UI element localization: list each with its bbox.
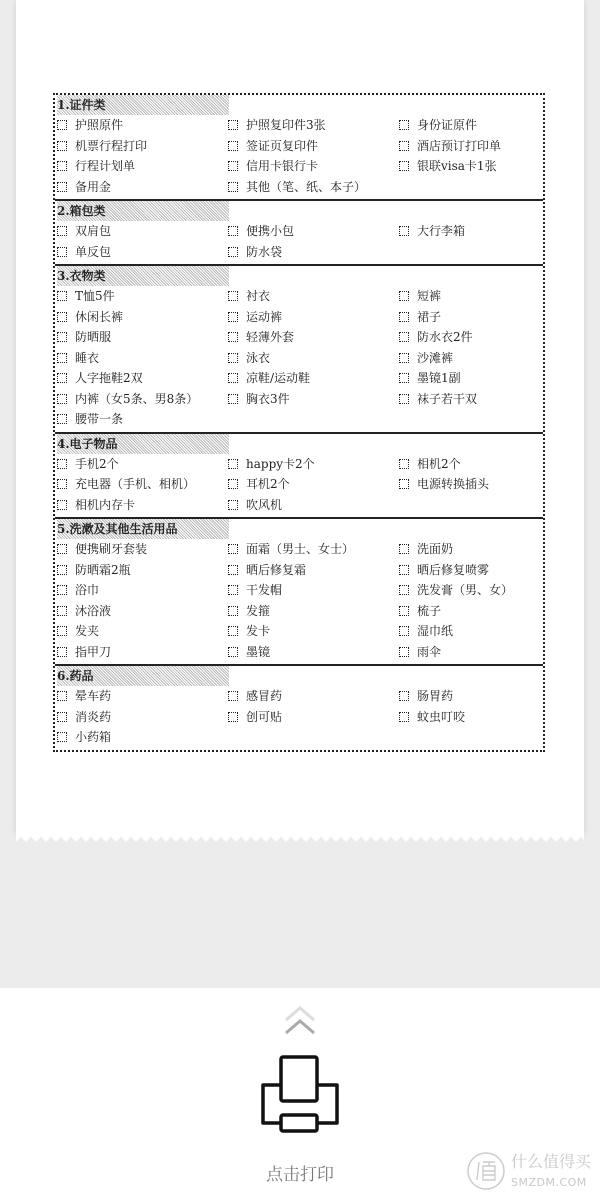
checkbox-icon bbox=[57, 691, 67, 701]
item-label: 吹风机 bbox=[246, 497, 283, 512]
checklist-item bbox=[399, 389, 539, 410]
checkbox-icon bbox=[228, 312, 238, 322]
checklist-row bbox=[57, 686, 543, 707]
checkbox-icon bbox=[57, 732, 67, 742]
checkbox-icon bbox=[399, 161, 409, 171]
item-label: 干发帽 bbox=[246, 583, 283, 597]
checklist-section bbox=[55, 264, 543, 432]
checklist-section bbox=[55, 517, 543, 664]
item-label: 相机2个 bbox=[417, 456, 461, 471]
checkbox-icon bbox=[228, 120, 238, 130]
checkbox-icon bbox=[57, 544, 67, 554]
checklist-item bbox=[57, 474, 228, 495]
checklist-item bbox=[57, 286, 228, 307]
checkbox-icon bbox=[57, 606, 67, 616]
item-label: 小药箱 bbox=[75, 730, 112, 744]
item-label: 人字拖鞋2双 bbox=[75, 371, 143, 385]
item-label: 凉鞋/运动鞋 bbox=[246, 371, 311, 385]
checklist-item bbox=[399, 286, 539, 307]
checklist-row bbox=[57, 621, 543, 642]
checklist-item bbox=[399, 621, 539, 642]
checkbox-icon bbox=[228, 500, 238, 510]
checklist-row bbox=[57, 348, 543, 369]
checklist-row bbox=[57, 136, 543, 157]
checklist-item bbox=[228, 707, 399, 728]
checklist-item bbox=[228, 642, 399, 663]
checklist-item bbox=[399, 474, 539, 495]
item-label: 晒后修复霜 bbox=[246, 562, 307, 577]
item-label: 浴巾 bbox=[75, 583, 100, 597]
checklist-item bbox=[57, 580, 228, 601]
checkbox-icon bbox=[399, 226, 409, 236]
checklist-section bbox=[55, 199, 543, 264]
checkbox-icon bbox=[228, 291, 238, 301]
checklist-item bbox=[399, 307, 539, 328]
checkbox-icon bbox=[399, 691, 409, 701]
checklist-item bbox=[57, 495, 228, 516]
item-label: 备用金 bbox=[75, 179, 112, 194]
item-label: 行程计划单 bbox=[75, 159, 136, 173]
checklist-item bbox=[57, 686, 228, 707]
item-label: 银联visa卡1张 bbox=[417, 159, 497, 173]
checklist-item bbox=[228, 136, 399, 157]
item-label: 签证页复印件 bbox=[246, 138, 319, 153]
item-label: 手机2个 bbox=[75, 456, 119, 471]
section-title: 5.洗漱及其他生活用品 bbox=[57, 519, 229, 539]
checklist-row bbox=[57, 601, 543, 622]
checklist-item bbox=[228, 454, 399, 475]
checklist-row bbox=[57, 368, 543, 389]
checkbox-icon bbox=[228, 182, 238, 192]
item-label: 睡衣 bbox=[75, 350, 100, 365]
checkbox-icon bbox=[57, 332, 67, 342]
item-label: 梳子 bbox=[417, 603, 442, 618]
checkbox-icon bbox=[228, 459, 238, 469]
checkbox-icon bbox=[57, 394, 67, 404]
checklist-item bbox=[57, 642, 228, 663]
checkbox-icon bbox=[228, 141, 238, 151]
item-label: 相机内存卡 bbox=[75, 497, 136, 512]
checklist-item bbox=[399, 580, 539, 601]
checklist-item bbox=[57, 707, 228, 728]
print-button-label[interactable]: 点击打印 bbox=[266, 1165, 334, 1185]
item-label: 肠胃药 bbox=[417, 689, 454, 703]
item-label: 感冒药 bbox=[246, 689, 283, 703]
item-label: 耳机2个 bbox=[246, 477, 290, 491]
checklist-item bbox=[57, 307, 228, 328]
checklist-row bbox=[57, 115, 543, 136]
checklist-item bbox=[228, 686, 399, 707]
checkbox-icon bbox=[57, 459, 67, 469]
section-title: 2.箱包类 bbox=[57, 201, 229, 221]
item-label: 便携刷牙套装 bbox=[75, 542, 148, 556]
checkbox-icon bbox=[57, 247, 67, 257]
checkbox-icon bbox=[399, 459, 409, 469]
checkbox-icon bbox=[399, 479, 409, 489]
checkbox-icon bbox=[57, 585, 67, 595]
checklist-item bbox=[228, 177, 399, 198]
item-label: 发卡 bbox=[246, 624, 271, 638]
checklist-row bbox=[57, 474, 543, 495]
checklist-row bbox=[57, 707, 543, 728]
item-label: 发夹 bbox=[75, 624, 100, 638]
checkbox-icon bbox=[399, 606, 409, 616]
checklist-item bbox=[399, 115, 539, 136]
checklist-item bbox=[399, 368, 539, 389]
double-chevron-up-icon[interactable] bbox=[281, 1003, 319, 1039]
item-label: 内裤（女5条、男8条） bbox=[75, 391, 199, 406]
checkbox-icon bbox=[399, 565, 409, 575]
item-label: 防晒霜2瓶 bbox=[75, 562, 131, 577]
checkbox-icon bbox=[57, 565, 67, 575]
item-label: 墨镜 bbox=[246, 644, 271, 659]
checkbox-icon bbox=[399, 647, 409, 657]
checkbox-icon bbox=[57, 479, 67, 489]
checklist-item bbox=[228, 580, 399, 601]
item-label: 消炎药 bbox=[75, 709, 112, 724]
checklist-item bbox=[399, 560, 539, 581]
item-label: 创可贴 bbox=[246, 709, 283, 724]
checklist-item bbox=[57, 539, 228, 560]
item-label: 洗发膏（男、女） bbox=[417, 583, 514, 597]
checklist-item bbox=[399, 136, 539, 157]
checkbox-icon bbox=[228, 332, 238, 342]
checklist-item bbox=[57, 177, 228, 198]
checklist-item bbox=[228, 307, 399, 328]
item-label: 身份证原件 bbox=[417, 118, 478, 132]
checkbox-icon bbox=[399, 332, 409, 342]
item-label: 洗面奶 bbox=[417, 542, 454, 556]
checkbox-icon bbox=[57, 182, 67, 192]
item-label: 防水袋 bbox=[246, 244, 283, 259]
checkbox-icon bbox=[57, 373, 67, 383]
checkbox-icon bbox=[399, 353, 409, 363]
checkbox-icon bbox=[228, 691, 238, 701]
checklist-item bbox=[57, 389, 228, 410]
item-label: 轻薄外套 bbox=[246, 330, 295, 344]
checklist-item bbox=[57, 242, 228, 263]
item-label: 蚊虫叮咬 bbox=[417, 709, 466, 724]
checklist-item bbox=[57, 221, 228, 242]
checkbox-icon bbox=[399, 120, 409, 130]
item-label: 晒后修复喷雾 bbox=[417, 562, 490, 577]
checklist-item bbox=[228, 348, 399, 369]
item-label: 湿巾纸 bbox=[417, 624, 454, 638]
item-label: 护照复印件3张 bbox=[246, 118, 326, 132]
checklist-item bbox=[57, 409, 228, 430]
checkbox-icon bbox=[228, 479, 238, 489]
item-label: 沙滩裤 bbox=[417, 350, 454, 365]
checklist-item bbox=[399, 327, 539, 348]
checklist-item bbox=[228, 327, 399, 348]
item-label: 裙子 bbox=[417, 309, 442, 324]
checkbox-icon bbox=[399, 373, 409, 383]
section-title: 1.证件类 bbox=[57, 95, 229, 115]
checkbox-icon bbox=[57, 312, 67, 322]
checkbox-icon bbox=[228, 373, 238, 383]
item-label: T恤5件 bbox=[75, 289, 115, 303]
checkbox-icon bbox=[399, 544, 409, 554]
item-label: 胸衣3件 bbox=[246, 391, 290, 406]
item-label: 便携小包 bbox=[246, 224, 295, 238]
checkbox-icon bbox=[228, 606, 238, 616]
checklist-item bbox=[228, 601, 399, 622]
checkbox-icon bbox=[228, 161, 238, 171]
checkbox-icon bbox=[399, 585, 409, 595]
checklist-row bbox=[57, 560, 543, 581]
smzdm-watermark bbox=[465, 1150, 597, 1195]
checklist-item bbox=[399, 707, 539, 728]
checklist-item bbox=[57, 348, 228, 369]
item-label: 电源转换插头 bbox=[417, 477, 490, 491]
checkbox-icon bbox=[57, 626, 67, 636]
checkbox-icon bbox=[399, 626, 409, 636]
checkbox-icon bbox=[57, 161, 67, 171]
item-label: 面霜（男士、女士） bbox=[246, 542, 355, 556]
checkbox-icon bbox=[57, 712, 67, 722]
checkbox-icon bbox=[399, 394, 409, 404]
item-label: 充电器（手机、相机） bbox=[75, 477, 196, 491]
checkbox-icon bbox=[399, 291, 409, 301]
checkbox-icon bbox=[57, 291, 67, 301]
checklist-item bbox=[228, 368, 399, 389]
checkbox-icon bbox=[57, 226, 67, 236]
checkbox-icon bbox=[57, 500, 67, 510]
checkbox-icon bbox=[399, 312, 409, 322]
checklist-row bbox=[57, 727, 543, 748]
checklist-item bbox=[228, 242, 399, 263]
checklist-item bbox=[57, 156, 228, 177]
checkbox-icon bbox=[57, 647, 67, 657]
checkbox-icon bbox=[228, 626, 238, 636]
item-label: 防晒服 bbox=[75, 330, 112, 344]
item-label: 晕车药 bbox=[75, 689, 112, 703]
section-title: 6.药品 bbox=[57, 666, 229, 686]
checkbox-icon bbox=[399, 141, 409, 151]
checklist-item bbox=[57, 327, 228, 348]
checklist-row bbox=[57, 389, 543, 410]
checklist-row bbox=[57, 177, 543, 198]
checklist-item bbox=[57, 136, 228, 157]
checklist-row bbox=[57, 409, 543, 430]
item-label: 酒店预订打印单 bbox=[417, 138, 502, 153]
packing-checklist-document bbox=[53, 93, 545, 752]
checklist-item bbox=[399, 642, 539, 663]
checkbox-icon bbox=[228, 394, 238, 404]
checklist-row bbox=[57, 495, 543, 516]
checklist-item bbox=[228, 115, 399, 136]
printer-icon[interactable] bbox=[257, 1053, 343, 1139]
checklist-item bbox=[399, 601, 539, 622]
item-label: 墨镜1副 bbox=[417, 371, 461, 385]
item-label: happy卡2个 bbox=[246, 456, 315, 471]
item-label: 护照原件 bbox=[75, 118, 124, 132]
checklist-row bbox=[57, 454, 543, 475]
checkbox-icon bbox=[228, 647, 238, 657]
checkbox-icon bbox=[228, 226, 238, 236]
checklist-item bbox=[228, 539, 399, 560]
checklist-item bbox=[399, 454, 539, 475]
checkbox-icon bbox=[228, 544, 238, 554]
checklist-item bbox=[57, 601, 228, 622]
smzdm-logo-icon bbox=[465, 1150, 507, 1192]
checklist-row bbox=[57, 286, 543, 307]
checkbox-icon bbox=[57, 141, 67, 151]
item-label: 其他（笔、纸、本子） bbox=[246, 179, 367, 194]
checkbox-icon bbox=[228, 247, 238, 257]
checklist-section bbox=[55, 664, 543, 750]
checkbox-icon bbox=[57, 120, 67, 130]
checklist-item bbox=[228, 560, 399, 581]
watermark-text-en: SMZDM.COM bbox=[511, 1176, 587, 1189]
checkbox-icon bbox=[228, 585, 238, 595]
checklist-row bbox=[57, 307, 543, 328]
checklist-section bbox=[55, 95, 543, 199]
watermark-text-cn: 什么值得买 bbox=[511, 1152, 592, 1171]
checklist-item bbox=[228, 221, 399, 242]
checklist-item bbox=[228, 495, 399, 516]
checklist-row bbox=[57, 221, 543, 242]
checklist-row bbox=[57, 156, 543, 177]
checklist-item bbox=[399, 348, 539, 369]
checkbox-icon bbox=[228, 712, 238, 722]
checklist-item bbox=[399, 156, 539, 177]
checklist-item bbox=[228, 474, 399, 495]
item-label: 运动裤 bbox=[246, 309, 283, 324]
checklist-item bbox=[57, 115, 228, 136]
checklist-item bbox=[57, 560, 228, 581]
checklist-item bbox=[228, 156, 399, 177]
item-label: 单反包 bbox=[75, 244, 112, 259]
item-label: 信用卡银行卡 bbox=[246, 159, 319, 173]
checkbox-icon bbox=[399, 712, 409, 722]
checklist-item bbox=[57, 621, 228, 642]
checkbox-icon bbox=[228, 353, 238, 363]
checkbox-icon bbox=[57, 414, 67, 424]
item-label: 衬衣 bbox=[246, 289, 271, 303]
checklist-item bbox=[399, 221, 539, 242]
checklist-item bbox=[228, 389, 399, 410]
item-label: 腰带一条 bbox=[75, 412, 124, 426]
item-label: 袜子若干双 bbox=[417, 391, 478, 406]
section-title: 4.电子物品 bbox=[57, 434, 229, 454]
item-label: 指甲刀 bbox=[75, 644, 112, 659]
item-label: 防水衣2件 bbox=[417, 330, 473, 344]
item-label: 机票行程打印 bbox=[75, 138, 148, 153]
checklist-row bbox=[57, 539, 543, 560]
checklist-item bbox=[399, 539, 539, 560]
checkbox-icon bbox=[228, 565, 238, 575]
item-label: 泳衣 bbox=[246, 350, 271, 365]
item-label: 大行李箱 bbox=[417, 224, 466, 238]
section-title: 3.衣物类 bbox=[57, 266, 229, 286]
checklist-item bbox=[399, 686, 539, 707]
checklist-item bbox=[57, 454, 228, 475]
checklist-section bbox=[55, 432, 543, 518]
checklist-row bbox=[57, 327, 543, 348]
checklist-item bbox=[57, 727, 228, 748]
checklist-row bbox=[57, 642, 543, 663]
checklist-item bbox=[57, 368, 228, 389]
checklist-row bbox=[57, 242, 543, 263]
checkbox-icon bbox=[57, 353, 67, 363]
item-label: 发箍 bbox=[246, 603, 271, 618]
item-label: 沐浴液 bbox=[75, 603, 112, 618]
item-label: 雨伞 bbox=[417, 644, 442, 659]
checklist-item bbox=[228, 286, 399, 307]
paper-torn-edge bbox=[16, 832, 584, 842]
item-label: 休闲长裤 bbox=[75, 309, 124, 324]
item-label: 短裤 bbox=[417, 289, 442, 303]
checklist-row bbox=[57, 580, 543, 601]
checklist-item bbox=[228, 621, 399, 642]
item-label: 双肩包 bbox=[75, 224, 112, 238]
